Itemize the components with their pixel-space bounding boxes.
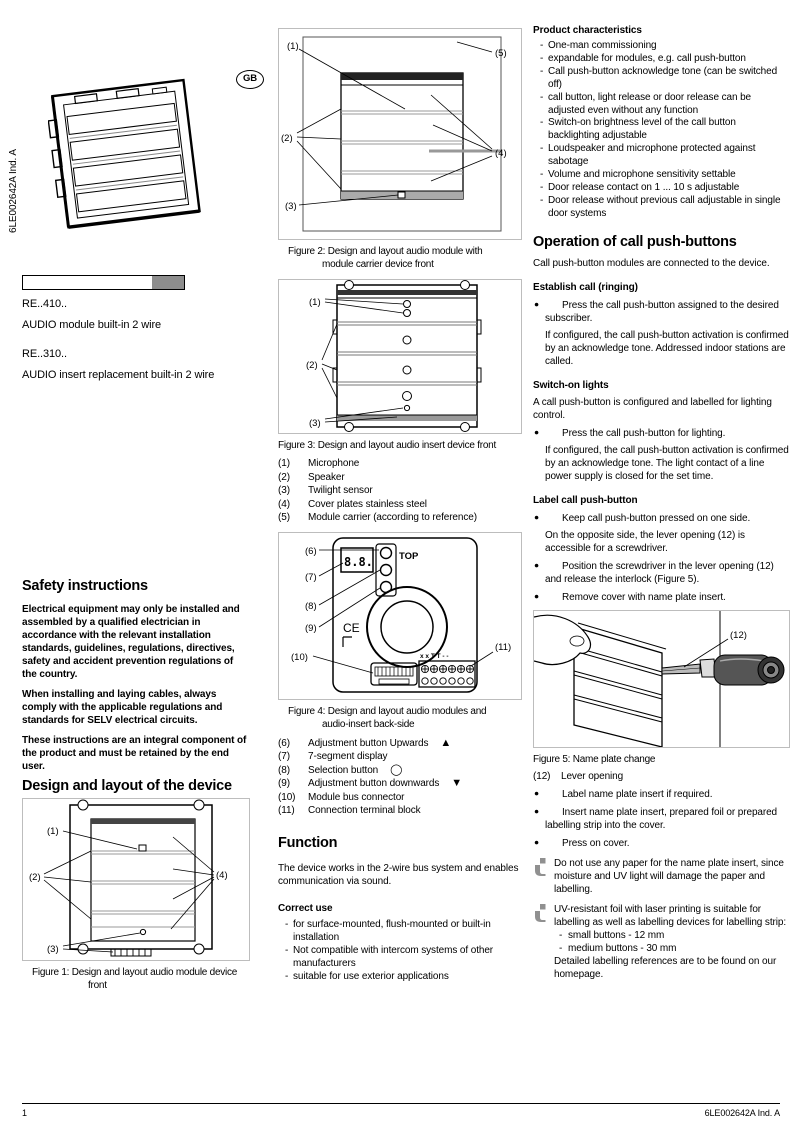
nameplate-gray-section bbox=[152, 276, 184, 289]
dash-icon: - bbox=[540, 65, 544, 77]
legend-6-11 bbox=[278, 737, 522, 818]
figure5-caption: Figure 5: Name plate change bbox=[533, 753, 656, 765]
note-block bbox=[533, 857, 790, 896]
legend-num: (12) bbox=[533, 770, 551, 782]
legend-label: Microphone bbox=[308, 458, 360, 469]
note-text: Do not use any paper for the name plate insert, since moisture and UV light will damage the paper and labelling. bbox=[554, 858, 784, 896]
note-list-item bbox=[554, 942, 790, 955]
up-triangle-icon: ▲ bbox=[440, 736, 452, 749]
legend-label: Selection button bbox=[308, 764, 379, 776]
list-item bbox=[284, 919, 522, 945]
footer-rule bbox=[22, 1103, 780, 1104]
dash-icon: - bbox=[540, 52, 544, 64]
note-list-text: medium buttons - 30 mm bbox=[568, 943, 677, 955]
operation-intro: Call push-button modules are connected to the device. bbox=[533, 257, 770, 269]
dash-icon: - bbox=[285, 970, 289, 982]
list-item bbox=[539, 66, 790, 92]
legend-num: (9) bbox=[278, 778, 290, 789]
paragraph: If configured, the call push-button activation is confirmed by an acknowledge tone. The light contact of a line power supply is closed for the set time. bbox=[545, 444, 789, 482]
safety-section bbox=[22, 577, 250, 780]
info-note-icon bbox=[533, 858, 546, 876]
bullet-item bbox=[533, 788, 790, 801]
bullet-text: Label name plate insert if required. bbox=[562, 789, 713, 801]
product-ref-2 bbox=[22, 347, 250, 383]
note-list-item bbox=[554, 929, 790, 942]
note-block bbox=[533, 903, 790, 981]
figure4-caption-line2: audio-insert back-side bbox=[322, 718, 415, 730]
figure2-caption: Figure 2: Design and layout audio module with bbox=[288, 246, 483, 257]
product-ref-1 bbox=[22, 297, 250, 333]
figure4-callout: (8) bbox=[305, 600, 317, 612]
list-item-text: expandable for modules, e.g. call push-button bbox=[548, 52, 746, 64]
legend-item bbox=[278, 511, 522, 525]
dash-icon: - bbox=[559, 930, 563, 942]
middle-column bbox=[278, 0, 522, 984]
figure1-block bbox=[22, 798, 250, 992]
figure4-frame bbox=[278, 532, 522, 700]
ce-mark: CE bbox=[343, 620, 360, 635]
figure5-callout: (12) bbox=[730, 629, 747, 641]
figure1-drawing bbox=[23, 799, 249, 960]
product-name: AUDIO module built-in 2 wire bbox=[22, 319, 162, 332]
legend-item bbox=[278, 804, 522, 818]
list-item bbox=[539, 92, 790, 118]
bullet-text: Position the screwdriver in the lever opening (12) and release the interlock (Figure 5). bbox=[545, 560, 774, 585]
bullet-icon: ● bbox=[534, 298, 540, 309]
list-item bbox=[539, 182, 790, 195]
bullet-text: Remove cover with name plate insert. bbox=[562, 591, 726, 603]
bullet-item bbox=[533, 806, 790, 832]
safety-paragraph: Electrical equipment may only be installed and assembled by a qualified electrician in accordance with the relevant installation standards, guidelines, regulations, directives, safety and accident prevention regulations of the country. bbox=[22, 603, 240, 680]
figure1-callout: (3) bbox=[47, 944, 59, 955]
figure2-callout: (3) bbox=[285, 201, 297, 212]
bullet-icon: ● bbox=[534, 806, 540, 817]
legend-num: (3) bbox=[278, 485, 290, 496]
legend-label: Adjustment button downwards bbox=[308, 778, 440, 789]
list-item-text: Call push-button acknowledge tone (can be switched off) bbox=[548, 65, 778, 90]
figure2-frame bbox=[278, 28, 522, 240]
dash-icon: - bbox=[285, 945, 289, 957]
figure4-caption: Figure 4: Design and layout audio modules and bbox=[288, 705, 487, 717]
bullet-text: Insert name plate insert, prepared foil or prepared labelling strip into the cover. bbox=[545, 807, 778, 832]
figure4-callout: (6) bbox=[305, 545, 317, 557]
note-footer-text: Detailed labelling references are to be found on our homepage. bbox=[554, 956, 777, 981]
legend-item bbox=[278, 498, 522, 512]
left-column bbox=[22, 0, 250, 1100]
legend-num: (4) bbox=[278, 498, 290, 510]
legend-item bbox=[278, 791, 522, 805]
bullet-item bbox=[533, 591, 790, 604]
legend-1-5 bbox=[278, 457, 522, 525]
figure5-legend bbox=[533, 770, 790, 784]
bullet-icon: ● bbox=[534, 590, 540, 601]
bullet-icon: ● bbox=[534, 559, 540, 570]
correct-use-list bbox=[278, 919, 522, 984]
list-item-text: Switch-on brightness level of the call button backlighting adjustable bbox=[548, 117, 736, 142]
legend-item bbox=[278, 457, 522, 471]
legend-num: (1) bbox=[278, 458, 290, 469]
side-document-code: 6LE002642A Ind. A bbox=[8, 149, 19, 233]
note-list-text: small buttons - 12 mm bbox=[568, 930, 665, 942]
list-item bbox=[539, 117, 790, 143]
terminal-markings: x x T T - - bbox=[420, 652, 449, 660]
legend-label: Connection terminal block bbox=[308, 805, 421, 816]
bullet-icon: ● bbox=[534, 511, 540, 522]
list-item bbox=[284, 971, 522, 984]
figure4-callout: (11) bbox=[495, 641, 512, 653]
figure2-drawing bbox=[279, 29, 521, 239]
dash-icon: - bbox=[540, 181, 544, 193]
circle-icon: ◯ bbox=[390, 763, 403, 776]
legend-num: (6) bbox=[278, 737, 290, 749]
switch-on-lights-title: Switch-on lights bbox=[533, 379, 609, 391]
legend-num: (10) bbox=[278, 791, 296, 803]
legend-label: Twilight sensor bbox=[308, 485, 373, 496]
list-item bbox=[539, 195, 790, 221]
legend-label: Module bus connector bbox=[308, 791, 405, 803]
list-item-text: One-man commissioning bbox=[548, 40, 657, 51]
seven-segment-display-value: 8.8. bbox=[344, 554, 373, 569]
dash-icon: - bbox=[559, 943, 563, 955]
legend-num: (11) bbox=[278, 805, 295, 816]
bullet-icon: ● bbox=[534, 788, 540, 799]
figure1-caption-line2: front bbox=[88, 980, 107, 991]
legend-item bbox=[278, 471, 522, 485]
legend-label: Module carrier (according to reference) bbox=[308, 512, 477, 523]
product-photo-illustration bbox=[48, 66, 238, 241]
figure5-drawing bbox=[534, 611, 789, 747]
legend-num: (5) bbox=[278, 512, 290, 523]
figure3-callout: (3) bbox=[309, 418, 321, 429]
product-code: RE..310.. bbox=[22, 348, 67, 360]
figure2-callout: (2) bbox=[281, 133, 293, 144]
list-item bbox=[539, 143, 790, 169]
dash-icon: - bbox=[285, 919, 289, 931]
function-title: Function bbox=[278, 834, 338, 851]
figure1-caption: Figure 1: Design and layout audio module device bbox=[32, 967, 238, 978]
dash-icon: - bbox=[540, 91, 544, 103]
figure1-frame bbox=[22, 798, 250, 961]
label-call-push-button-title: Label call push-button bbox=[533, 494, 638, 506]
figure4-callout: (10) bbox=[291, 651, 308, 663]
figure3-drawing bbox=[279, 280, 521, 433]
note-text: UV-resistant foil with laser printing is suitable for labelling as well as labelling devices for labelling strip: bbox=[554, 904, 787, 929]
list-item-text: Loudspeaker and microphone protected against sabotage bbox=[548, 143, 756, 168]
footer-page-number: 1 bbox=[22, 1108, 27, 1118]
list-item-text: call button, light release or door release can be adjusted even without any function bbox=[548, 91, 752, 116]
info-note-icon bbox=[533, 904, 546, 922]
legend-item bbox=[278, 764, 522, 778]
correct-use-title: Correct use bbox=[278, 903, 333, 915]
language-badge: GB bbox=[236, 70, 264, 89]
legend-label: 7-segment display bbox=[308, 751, 388, 762]
list-item bbox=[539, 53, 790, 66]
top-orientation-label: TOP bbox=[399, 550, 419, 562]
legend-item bbox=[278, 484, 522, 498]
bullet-text: Press the call push-button assigned to the desired subscriber. bbox=[545, 299, 779, 324]
establish-call-title: Establish call (ringing) bbox=[533, 281, 638, 293]
legend-label: Speaker bbox=[308, 471, 345, 483]
dash-icon: - bbox=[540, 194, 544, 206]
list-item-text: Not compatible with intercom systems of other manufacturers bbox=[293, 945, 494, 970]
figure4-callout: (9) bbox=[305, 622, 317, 634]
right-column bbox=[533, 0, 790, 981]
dash-icon: - bbox=[540, 117, 544, 129]
bullet-item bbox=[533, 299, 790, 325]
figure5-frame bbox=[533, 610, 790, 748]
product-characteristics-title: Product characteristics bbox=[533, 25, 642, 36]
legend-label: Lever opening bbox=[561, 770, 624, 782]
legend-label: Adjustment button Upwards bbox=[308, 737, 429, 749]
function-body: The device works in the 2-wire bus system and enables communication via sound. bbox=[278, 863, 519, 888]
figure1-callout: (1) bbox=[47, 826, 59, 837]
legend-num: (2) bbox=[278, 471, 290, 483]
bullet-item bbox=[533, 837, 790, 850]
list-item-text: Volume and microphone sensitivity settable bbox=[548, 169, 736, 181]
product-code: RE..410.. bbox=[22, 298, 67, 310]
bullet-text: Keep call push-button pressed on one side. bbox=[562, 512, 751, 524]
list-item-text: for surface-mounted, flush-mounted or built-in installation bbox=[293, 919, 491, 944]
list-item-text: suitable for use exterior applications bbox=[293, 970, 449, 982]
dash-icon: - bbox=[540, 169, 544, 181]
list-item-text: Door release without previous call adjustable in single door systems bbox=[548, 194, 781, 219]
legend-num: (8) bbox=[278, 764, 290, 776]
paragraph: A call push-button is configured and labelled for lighting control. bbox=[533, 396, 772, 421]
safety-paragraph: When installing and laying cables, always comply with the applicable regulations and standards for SELV electrical circuits. bbox=[22, 688, 223, 726]
dash-icon: - bbox=[540, 143, 544, 155]
bullet-item bbox=[533, 560, 790, 586]
paragraph: On the opposite side, the lever opening (12) is accessible for a screwdriver. bbox=[545, 529, 745, 554]
figure2-caption-line2: module carrier device front bbox=[322, 259, 434, 270]
figure3-frame bbox=[278, 279, 522, 434]
figure1-callout: (2) bbox=[29, 872, 41, 883]
design-layout-title: Design and layout of the device bbox=[22, 778, 232, 794]
safety-title: Safety instructions bbox=[22, 578, 148, 594]
nameplate-strip-illustration bbox=[22, 275, 185, 290]
bullet-item bbox=[533, 427, 790, 440]
figure4-callout: (7) bbox=[305, 571, 317, 583]
legend-item bbox=[278, 737, 522, 751]
bullet-icon: ● bbox=[534, 426, 540, 437]
legend-num: (7) bbox=[278, 751, 290, 762]
bullet-text: Press the call push-button for lighting. bbox=[562, 427, 726, 439]
list-item bbox=[539, 40, 790, 53]
bullet-text: Press on cover. bbox=[562, 838, 630, 850]
figure2-callout: (5) bbox=[495, 48, 507, 59]
product-characteristics-list bbox=[533, 40, 790, 221]
dash-icon: - bbox=[540, 40, 544, 51]
operation-title: Operation of call push-buttons bbox=[533, 233, 737, 250]
bullet-item bbox=[533, 512, 790, 525]
footer-doc-code: 6LE002642A Ind. A bbox=[704, 1108, 780, 1118]
figure3-caption: Figure 3: Design and layout audio insert device front bbox=[278, 440, 496, 451]
figure3-callout: (2) bbox=[306, 360, 318, 371]
figure1-callout: (4) bbox=[216, 870, 228, 881]
list-item-text: Door release contact on 1 ... 10 s adjustable bbox=[548, 181, 740, 193]
bullet-icon: ● bbox=[534, 837, 540, 848]
list-item bbox=[284, 945, 522, 971]
product-name: AUDIO insert replacement built-in 2 wire bbox=[22, 369, 215, 382]
figure2-callout: (1) bbox=[287, 41, 299, 52]
figure4-drawing bbox=[279, 533, 521, 699]
legend-item bbox=[278, 750, 522, 764]
figure2-callout: (4) bbox=[495, 148, 507, 159]
paragraph: If configured, the call push-button activation is confirmed by an acknowledge tone. Addressed indoor stations are called. bbox=[545, 329, 789, 367]
legend-label: Cover plates stainless steel bbox=[308, 498, 427, 510]
down-triangle-icon: ▼ bbox=[451, 777, 463, 789]
legend-item bbox=[278, 777, 522, 791]
safety-paragraph: These instructions are an integral component of the product and must be retained by the end user. bbox=[22, 734, 247, 772]
figure3-callout: (1) bbox=[309, 297, 321, 308]
list-item bbox=[539, 169, 790, 182]
